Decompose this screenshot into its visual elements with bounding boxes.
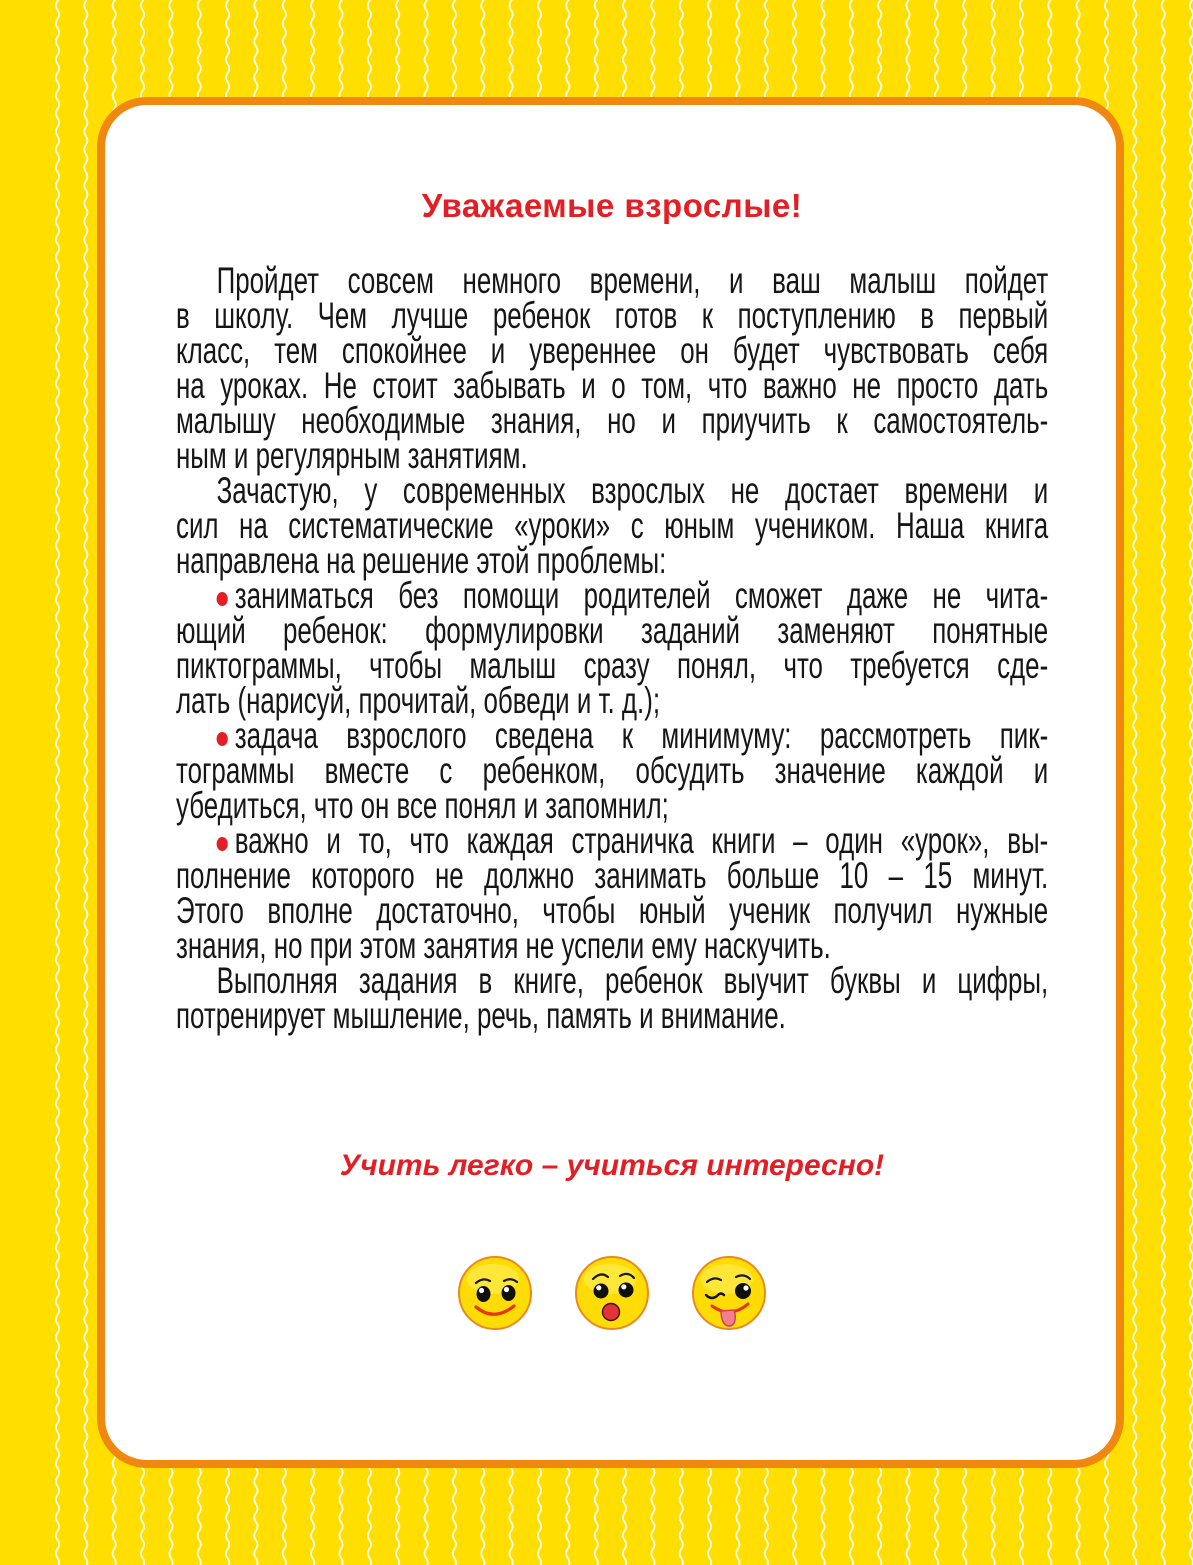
text-line: важно и то, что каждая страничка книги – один «урок», вы- <box>176 823 1048 858</box>
text-line: Пройдет совсем немного времени, и ваш малыш пойдет <box>216 260 1049 301</box>
text-line: полнение которого не должно занимать больше 10 – 15 минут. <box>176 855 1049 896</box>
text-line: Выполняя задания в книге, ребенок выучит буквы и цифры, <box>216 960 1049 1001</box>
bullet-icon <box>217 592 228 606</box>
slogan: Учить легко – учиться интересно! <box>339 1149 885 1182</box>
text-line: Зачастую, у современных взрослых не достает времени и <box>216 470 1049 511</box>
text-line: убедиться, что он все понял и запомнил; <box>176 785 669 826</box>
text-line: класс, тем спокойнее и увереннее он будет чувствовать себя <box>176 330 1049 371</box>
text-line: лать (нарисуй, прочитай, обведи и т. д.); <box>176 680 661 721</box>
text-line: в школу. Чем лучше ребенок готов к поступлению в первый <box>176 295 1049 336</box>
body-text <box>176 260 1049 1036</box>
text-line: на уроках. Не стоит забывать и о том, что важно не просто дать <box>176 365 1049 406</box>
smiley-row <box>176 1255 1048 1331</box>
paragraph <box>176 715 1049 826</box>
text-line: направлена на решение этой проблемы: <box>176 540 667 581</box>
bullet-icon <box>217 837 228 851</box>
smiley-winking-tongue-icon <box>691 1255 767 1331</box>
smiley-smiling-icon <box>457 1255 533 1331</box>
paragraph <box>176 820 1049 966</box>
bullet-icon <box>217 732 228 746</box>
paragraph <box>176 575 1049 721</box>
text-line: знания, но при этом занятия не успели ему наскучить. <box>176 925 831 966</box>
text-line: Этого вполне достаточно, чтобы юный ученик получил нужные <box>176 890 1049 931</box>
text-line: задача взрослого сведена к минимуму: рассмотреть пик- <box>176 718 1048 753</box>
page-content <box>105 186 1116 1331</box>
paragraph <box>176 470 1049 581</box>
page-title: Уважаемые взрослые! <box>421 187 803 224</box>
paragraph <box>176 260 1049 476</box>
text-line: заниматься без помощи родителей сможет даже не чита- <box>176 578 1048 613</box>
text-line: тограммы вместе с ребенком, обсудить значение каждой и <box>176 750 1049 791</box>
text-line: потренирует мышление, речь, память и внимание. <box>176 995 786 1036</box>
page-card <box>97 97 1124 1468</box>
paragraph <box>176 960 1049 1036</box>
text-line: ющий ребенок: формулировки заданий заменяют понятные <box>176 610 1049 651</box>
text-line: ным и регулярным занятиям. <box>176 435 528 476</box>
text-line: пиктограммы, чтобы малыш сразу понял, что требуется сде- <box>176 645 1049 686</box>
text-line: сил на систематические «уроки» с юным учеником. Наша книга <box>176 505 1049 546</box>
text-line: малышу необходимые знания, но и приучить к самостоятель- <box>176 400 1049 441</box>
smiley-surprised-icon <box>574 1255 650 1331</box>
